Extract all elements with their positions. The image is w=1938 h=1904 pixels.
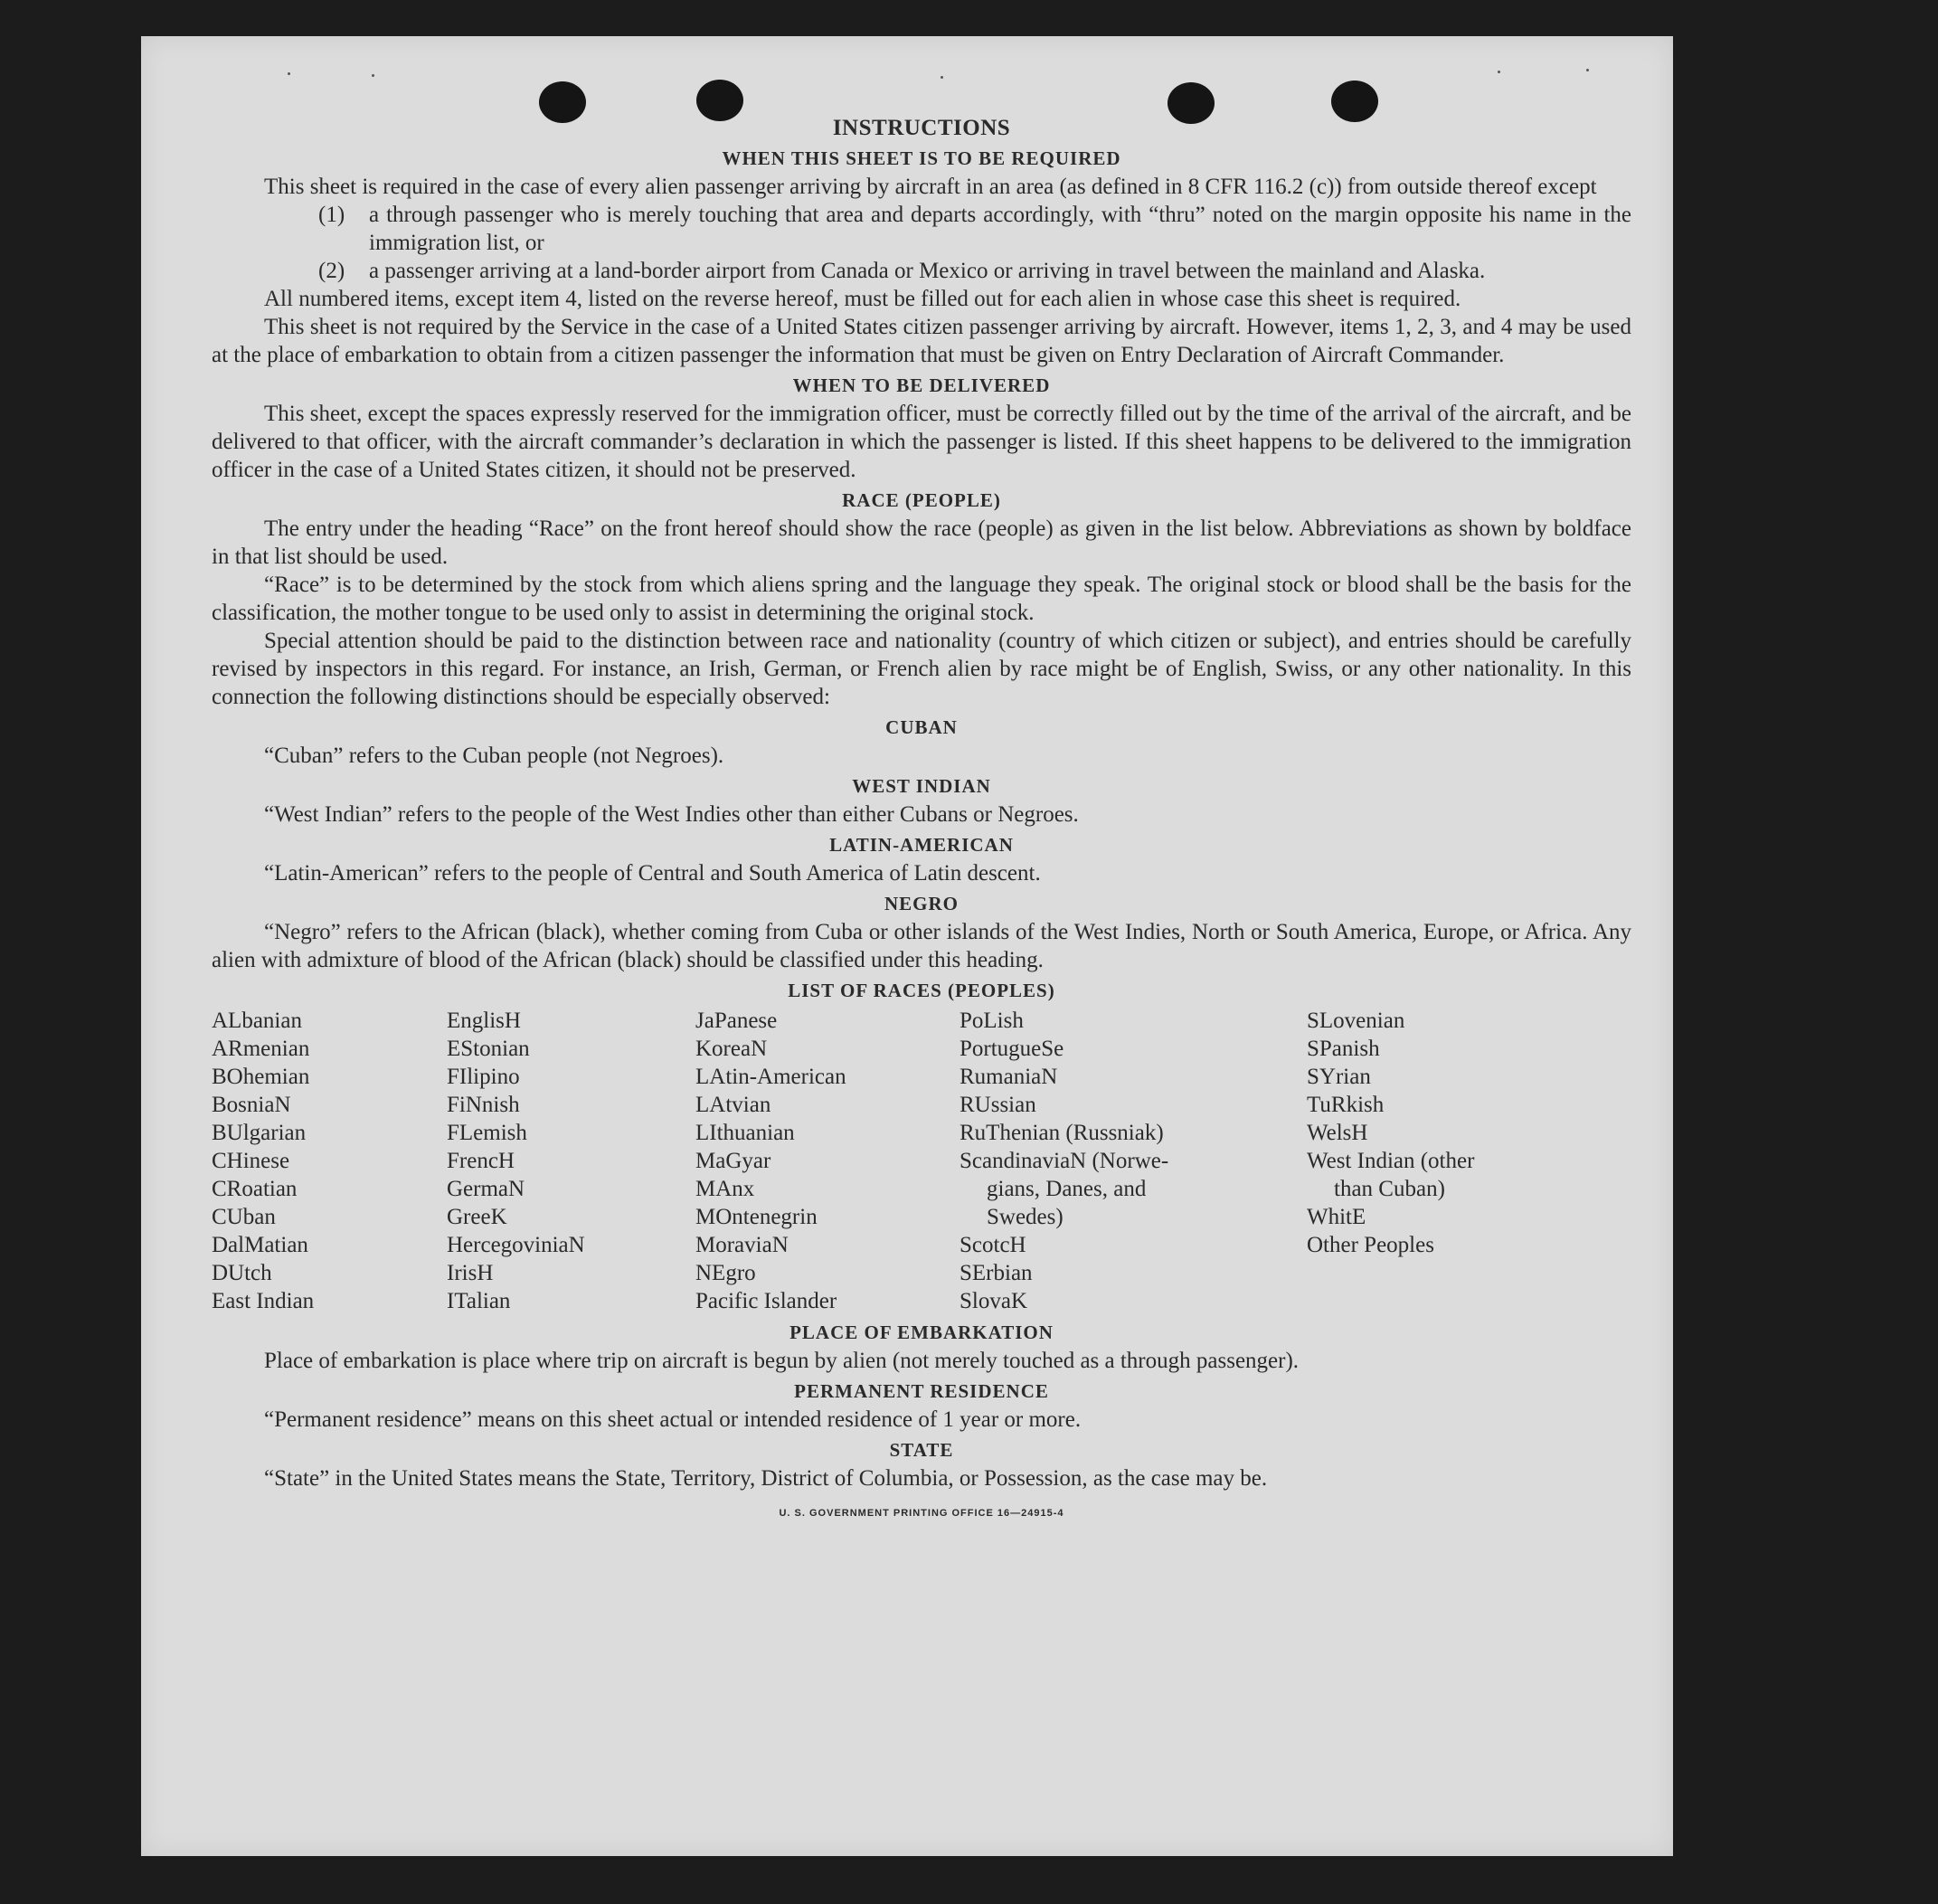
race-item: MOntenegrin [695, 1205, 818, 1229]
race-item: ALbanian [212, 1009, 302, 1033]
section-heading-embarkation: PLACE OF EMBARKATION [789, 1321, 1054, 1343]
race-item: WelsH [1307, 1121, 1368, 1145]
race-item: Swedes) [987, 1205, 1064, 1229]
embarkation-text: Place of embarkation is place where trip on aircraft is begun by alien (not merely touched as a through passenger). [264, 1349, 1300, 1373]
race-item: BOhemian [212, 1065, 310, 1089]
race-item: ITalian [447, 1289, 511, 1313]
race-item: than Cuban) [1334, 1177, 1445, 1201]
instructions-content [212, 114, 1631, 1528]
west-indian-text: “West Indian” refers to the people of the West Indies other than either Cubans or Negroes. [264, 802, 1079, 827]
race-item: FiNnish [447, 1093, 520, 1117]
race-item: SErbian [960, 1261, 1033, 1285]
race-item: SLovenian [1307, 1009, 1405, 1033]
section-heading-state: STATE [889, 1439, 954, 1461]
race-item: EStonian [447, 1037, 530, 1061]
races-column [212, 1007, 447, 1315]
section-heading-negro: NEGRO [884, 893, 959, 914]
races-column [447, 1007, 695, 1315]
race-para-3: Special attention should be paid to the distinction between race and nationality (country of which citizen or subject), and entries should be carefully revised by inspectors in this regard. For instance, an Irish, German, or French alien by race might be of English, Swiss, or any other nationality. In this connection the following distinctions should be especially observed: [212, 629, 1631, 709]
race-item: GreeK [447, 1205, 507, 1229]
race-item: SPanish [1307, 1037, 1380, 1061]
speck [1498, 71, 1500, 73]
section-heading-west-indian: WEST INDIAN [852, 775, 991, 797]
race-item: CUban [212, 1205, 276, 1229]
required-para-3: This sheet is not required by the Service in the case of a United States citizen passenger arriving by aircraft. However, items 1, 2, 3, and 4 may be used at the place of embarkation to obtain from a citizen passenger the information that must be given on Entry Declaration of Aircraft Commander. [212, 315, 1631, 367]
race-para-2: “Race” is to be determined by the stock from which aliens spring and the language they speak. The original stock or blood shall be the basis for the classification, the mother tongue to be used only to assist in determining the original stock. [212, 573, 1631, 625]
race-item: TuRkish [1307, 1093, 1385, 1117]
race-item: IrisH [447, 1261, 494, 1285]
document-page [141, 36, 1673, 1856]
delivered-text: This sheet, except the spaces expressly reserved for the immigration officer, must be correctly filled out by the time of the arrival of the aircraft, and be delivered to that officer, with the aircraft commander’s declaration in which the passenger is listed. If this sheet happens to be delivered to the immigration officer in the case of a United States citizen, it should not be preserved. [212, 402, 1631, 482]
race-item: FLemish [447, 1121, 527, 1145]
race-item: Pacific Islander [695, 1289, 837, 1313]
race-item: NEgro [695, 1261, 756, 1285]
races-column [960, 1007, 1307, 1315]
race-item: CHinese [212, 1149, 290, 1173]
race-item: RuThenian (Russniak) [960, 1121, 1164, 1145]
exception-item: (1) a through passenger who is merely touching that area and departs accordingly, with “thru” noted on the margin opposite his name in the immigration list, or [318, 203, 1631, 255]
race-item: SlovaK [960, 1289, 1027, 1313]
race-para-1: The entry under the heading “Race” on the front hereof should show the race (people) as given in the list below. Abbreviations as shown by boldface in that list should be used. [212, 516, 1631, 569]
race-item: BosniaN [212, 1093, 291, 1117]
required-intro: This sheet is required in the case of every alien passenger arriving by aircraft in an area (as defined in 8 CFR 116.2 (c)) from outside thereof except [264, 175, 1597, 199]
section-heading-delivered: WHEN TO BE DELIVERED [792, 374, 1051, 396]
race-item: HercegoviniaN [447, 1233, 585, 1257]
page-title: INSTRUCTIONS [832, 116, 1011, 140]
race-item: MaGyar [695, 1149, 771, 1173]
race-item: East Indian [212, 1289, 315, 1313]
section-heading-cuban: CUBAN [885, 716, 958, 738]
races-column [695, 1007, 960, 1315]
latin-american-text: “Latin-American” refers to the people of Central and South America of Latin descent. [264, 861, 1041, 886]
residence-text: “Permanent residence” means on this sheet actual or intended residence of 1 year or more. [264, 1407, 1082, 1432]
section-heading-latin-american: LATIN-AMERICAN [829, 834, 1014, 856]
race-item: PoLish [960, 1009, 1024, 1033]
race-item: GermaN [447, 1177, 525, 1201]
section-heading-races-list: LIST OF RACES (PEOPLES) [788, 980, 1055, 1001]
race-item: West Indian (other [1307, 1149, 1475, 1173]
race-item: BUlgarian [212, 1121, 307, 1145]
race-item: RumaniaN [960, 1065, 1058, 1089]
speck [1586, 69, 1589, 71]
section-heading-required: WHEN THIS SHEET IS TO BE REQUIRED [722, 147, 1121, 169]
race-item: ScotcH [960, 1233, 1026, 1257]
state-text: “State” in the United States means the State, Territory, District of Columbia, or Possession, as the case may be. [264, 1466, 1268, 1491]
race-item: ScandinaviaN (Norwe- [960, 1149, 1169, 1173]
race-item: CRoatian [212, 1177, 298, 1201]
race-item: FIlipino [447, 1065, 520, 1089]
race-item: MAnx [695, 1177, 755, 1201]
race-item: ARmenian [212, 1037, 310, 1061]
race-item: JaPanese [695, 1009, 778, 1033]
speck [288, 72, 290, 75]
race-item: Other Peoples [1307, 1233, 1434, 1257]
race-item: EnglisH [447, 1009, 521, 1033]
speck [941, 76, 943, 79]
section-heading-race: RACE (PEOPLE) [842, 489, 1001, 511]
required-para-2: All numbered items, except item 4, listed on the reverse hereof, must be filled out for each alien in whose case this sheet is required. [264, 287, 1461, 311]
negro-text: “Negro” refers to the African (black), whether coming from Cuba or other islands of the West Indies, North or South America, Europe, or Africa. Any alien with admixture of blood of the African (black) should be classified under this heading. [212, 920, 1631, 972]
race-item: SYrian [1307, 1065, 1371, 1089]
printing-office-footer: U. S. GOVERNMENT PRINTING OFFICE 16—24915-4 [779, 1508, 1064, 1519]
cuban-text: “Cuban” refers to the Cuban people (not Negroes). [264, 744, 724, 768]
race-item: LAtin-American [695, 1065, 846, 1089]
race-item: PortugueSe [960, 1037, 1064, 1061]
race-item: gians, Danes, and [987, 1177, 1147, 1201]
race-item: FrencH [447, 1149, 515, 1173]
race-item: DalMatian [212, 1233, 308, 1257]
speck [372, 74, 374, 77]
races-list [212, 1007, 1631, 1315]
exception-item: (2) a passenger arriving at a land-border airport from Canada or Mexico or arriving in travel between the mainland and Alaska. [318, 259, 1486, 283]
race-item: LAtvian [695, 1093, 771, 1117]
race-item: DUtch [212, 1261, 272, 1285]
race-item: MoraviaN [695, 1233, 789, 1257]
race-item: RUssian [960, 1093, 1036, 1117]
race-item: LIthuanian [695, 1121, 795, 1145]
race-item: WhitE [1307, 1205, 1366, 1229]
section-heading-residence: PERMANENT RESIDENCE [794, 1380, 1049, 1402]
race-item: KoreaN [695, 1037, 768, 1061]
races-column [1307, 1007, 1605, 1315]
